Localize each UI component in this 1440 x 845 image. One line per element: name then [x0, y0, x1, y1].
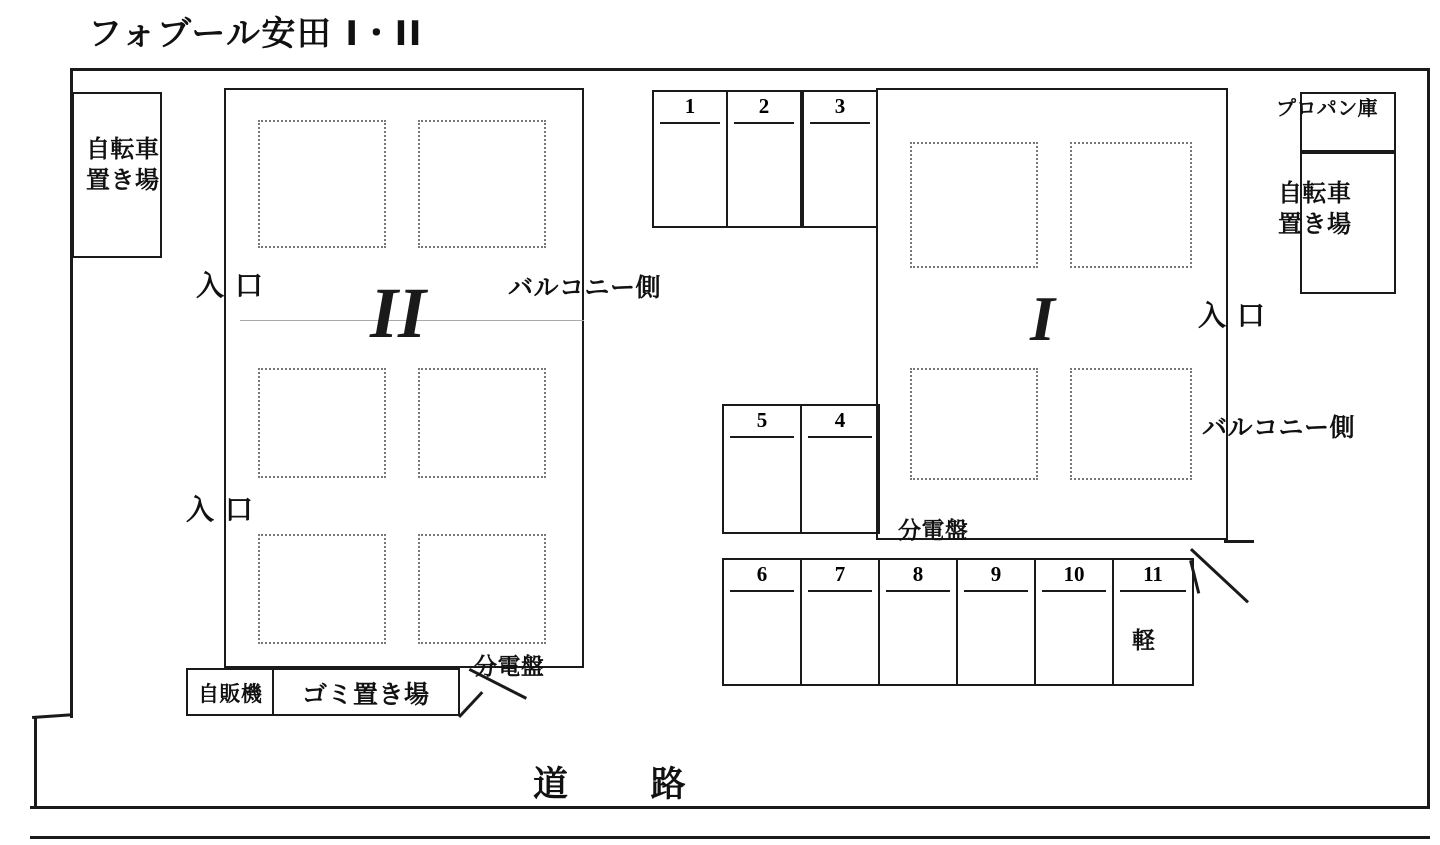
- balcony-ii-label: バルコニー側: [508, 273, 662, 302]
- road-line-top: [30, 806, 1430, 809]
- parking-stall-1-number: 1: [684, 94, 696, 118]
- building-ii-unit-2: [418, 120, 546, 248]
- parking-stall-11[interactable]: [1112, 558, 1194, 686]
- parking-stall-7-underline: [808, 590, 872, 592]
- bicycle-parking-left-label-line2: 置き場: [86, 165, 160, 194]
- parking-stall-3-underline: [810, 122, 870, 124]
- vending-machine-label: 自販機: [198, 682, 263, 706]
- propane-storage-label: プロパン庫: [1276, 96, 1378, 120]
- parking-stall-5-number: 5: [756, 408, 768, 432]
- parking-stall-2-number: 2: [758, 94, 770, 118]
- parking-stall-6[interactable]: [722, 558, 802, 686]
- building-i-unit-1: [910, 142, 1038, 268]
- road-line-bottom: [30, 836, 1430, 839]
- parking-stall-2[interactable]: [726, 90, 802, 228]
- building-ii-unit-5: [258, 534, 386, 644]
- parking-stall-4-number: 4: [834, 408, 846, 432]
- parking-stall-8-number: 8: [912, 562, 924, 586]
- parking-stall-1-underline: [660, 122, 720, 124]
- parking-stall-9-number: 9: [990, 562, 1002, 586]
- road-label: 道 路: [533, 765, 690, 805]
- building-i-edge-bottom: [1224, 540, 1254, 543]
- parking-stall-6-underline: [730, 590, 794, 592]
- parking-stall-4[interactable]: [800, 404, 880, 534]
- entrance-ii-lower-label: 入 口: [186, 493, 254, 526]
- balcony-i-label: バルコニー側: [1202, 413, 1356, 442]
- building-ii-unit-1: [258, 120, 386, 248]
- parking-stall-3-number: 3: [834, 94, 846, 118]
- distribution-board-ii-label: 分電盤: [474, 654, 545, 680]
- parking-stall-10[interactable]: [1034, 558, 1114, 686]
- page-title: フォブール安田 I・II: [88, 14, 423, 54]
- building-ii-label: II: [370, 273, 427, 353]
- parking-stall-9-underline: [964, 590, 1028, 592]
- entrance-ii-upper-label: 入 口: [196, 269, 264, 302]
- building-i-unit-2: [1070, 142, 1192, 268]
- building-i-corner-diagonal: [1190, 548, 1249, 603]
- building-i-unit-4: [1070, 368, 1192, 480]
- parking-row-bottom: [722, 558, 1194, 686]
- site-boundary-lower-left-vertical: [34, 718, 37, 808]
- parking-stall-11-kei-label: 軽: [1132, 628, 1156, 654]
- site-boundary-top: [70, 68, 1430, 71]
- parking-stall-11-number: 11: [1143, 562, 1163, 586]
- site-boundary-lower-left-diagonal: [32, 713, 72, 719]
- parking-stall-3[interactable]: [802, 90, 878, 228]
- parking-row-top: [652, 90, 876, 228]
- building-ii-unit-6: [418, 534, 546, 644]
- garbage-area-label: ゴミ置き場: [302, 680, 430, 709]
- parking-stall-10-underline: [1042, 590, 1106, 592]
- bicycle-parking-left-label: [86, 134, 159, 195]
- parking-stall-2-underline: [734, 122, 794, 124]
- bicycle-parking-left-label-line1: 自転車: [86, 135, 160, 163]
- garbage-area-diagonal: [458, 691, 483, 718]
- parking-stall-10-number: 10: [1063, 562, 1085, 586]
- parking-stall-5[interactable]: [722, 404, 802, 534]
- building-ii-unit-3: [258, 368, 386, 478]
- site-boundary-right: [1427, 68, 1430, 808]
- parking-stall-8-underline: [886, 590, 950, 592]
- parking-stall-4-underline: [808, 436, 872, 438]
- parking-stall-7-number: 7: [834, 562, 846, 586]
- building-ii-unit-4: [418, 368, 546, 478]
- building-i-unit-3: [910, 368, 1038, 480]
- building-i-label: I: [1030, 283, 1055, 354]
- parking-stall-6-number: 6: [756, 562, 768, 586]
- distribution-board-i-label: 分電盤: [898, 518, 969, 544]
- parking-stall-7[interactable]: [800, 558, 880, 686]
- parking-row-middle: [722, 404, 878, 534]
- bicycle-parking-right-label: [1278, 178, 1351, 239]
- parking-stall-8[interactable]: [878, 558, 958, 686]
- parking-stall-1[interactable]: [652, 90, 728, 228]
- bicycle-parking-right-label-line2: 置き場: [1278, 209, 1352, 238]
- bicycle-parking-right-label-line1: 自転車: [1278, 179, 1352, 207]
- parking-stall-5-underline: [730, 436, 794, 438]
- parking-stall-9[interactable]: [956, 558, 1036, 686]
- entrance-i-label: 入 口: [1198, 299, 1266, 332]
- parking-stall-11-underline: [1120, 590, 1186, 592]
